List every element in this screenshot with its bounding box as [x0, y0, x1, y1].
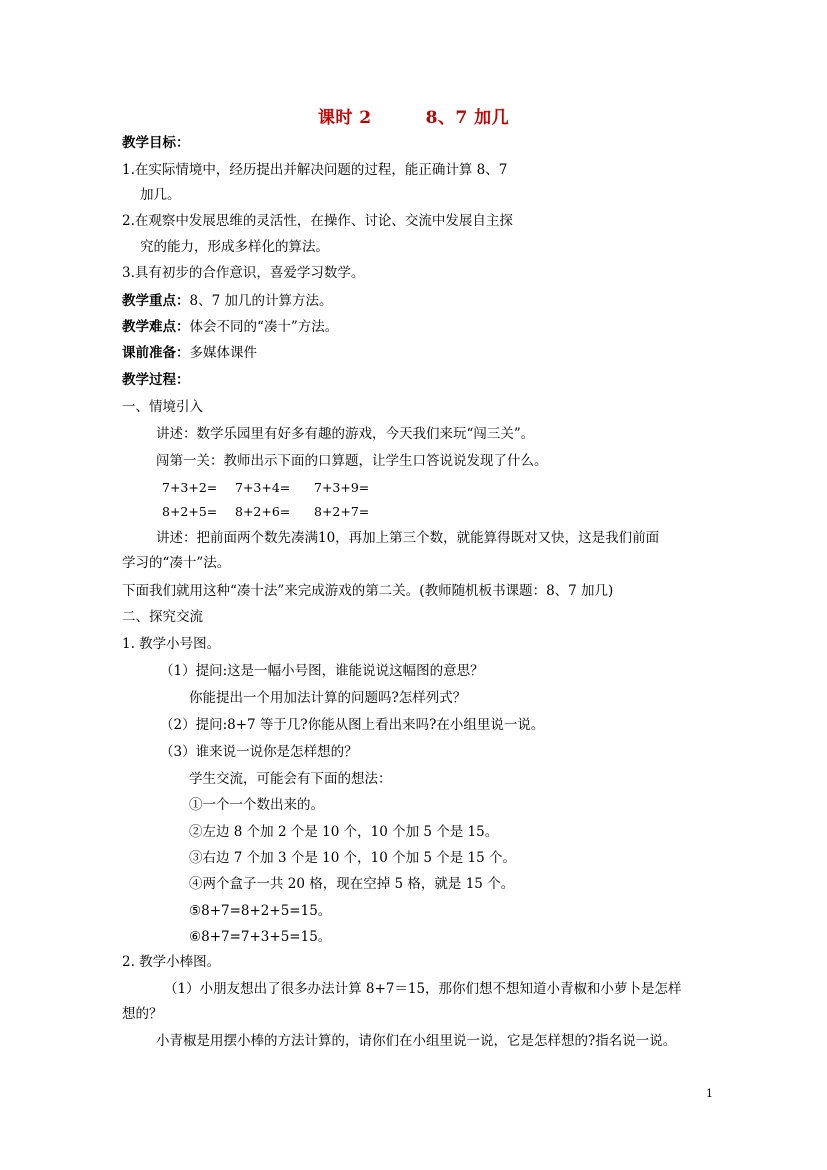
goal-3: 3.具有初步的合作意识，喜爱学习数学。	[122, 265, 365, 281]
difficulty-label: 教学难点：	[122, 319, 190, 335]
key-point	[122, 291, 332, 311]
key-point-text: 8、7 加几的计算方法。	[189, 293, 333, 309]
section-2-heading: 二、探究交流	[122, 609, 203, 625]
expression: 8+2+6=	[235, 504, 291, 519]
expression: 8+2+7=	[314, 504, 370, 519]
question-2: （2）提问:8+7 等于几?你能从图上看出来吗?在小组里说一说。	[160, 717, 545, 733]
idea-item: ⑥8+7=7+3+5=15。	[189, 929, 332, 945]
goal-1-line-1: 1.在实际情境中，经历提出并解决问题的过程，能正确计算 8、7	[122, 162, 508, 178]
subsection-1-heading: 1. 教学小号图。	[122, 636, 221, 652]
question-3-intro: 学生交流，可能会有下面的想法：	[189, 771, 392, 787]
idea-item: ③右边 7 个加 3 个是 10 个，10 个加 5 个是 15 个。	[189, 850, 517, 866]
section-1-para-3-line-1: 讲述：把前面两个数先凑满10，再加上第三个数，就能算得既对又快，这是我们前面	[156, 530, 660, 546]
question-1-line-1: （1）提问:这是一幅小号图，谁能说说这幅图的意思？	[160, 663, 484, 679]
subsection-2-heading: 2. 教学小棒图。	[122, 954, 221, 970]
section-1-heading: 一、情境引入	[122, 399, 203, 415]
section-1-para-1: 讲述：数学乐园里有好多有趣的游戏，今天我们来玩“闯三关”。	[156, 426, 535, 442]
goal-2-line-1: 2.在观察中发展思维的灵活性，在操作、讨论、交流中发展自主探	[122, 213, 513, 229]
idea-item: ⑤8+7=8+2+5=15。	[189, 903, 332, 919]
section-1-para-3-line-2: 学习的“凑十”法。	[122, 555, 231, 571]
idea-item: ④两个盒子一共 20 格，现在空掉 5 格，就是 15 个。	[189, 876, 515, 892]
idea-item: ①一个一个数出来的。	[189, 797, 324, 813]
expression: 8+2+5=	[162, 504, 218, 519]
expression: 7+3+9=	[314, 480, 370, 495]
lesson-number: 课时 2	[317, 108, 372, 128]
section-1-para-2: 闯第一关：教师出示下面的口算题，让学生口答说说发现了什么。	[156, 453, 548, 469]
page-number: 1	[706, 1087, 713, 1100]
preparation-text: 多媒体课件	[189, 345, 257, 361]
question-1-line-2: 你能提出一个用加法计算的问题吗?怎样列式？	[189, 690, 467, 706]
lesson-topic: 8、7 加几	[425, 108, 510, 128]
difficulty-text: 体会不同的“凑十”方法。	[189, 319, 339, 335]
process-heading: 教学过程：	[122, 372, 190, 388]
expression: 7+3+2=	[162, 480, 218, 495]
difficulty	[122, 317, 338, 337]
lesson-title	[0, 103, 827, 128]
idea-item: ②左边 8 个加 2 个是 10 个，10 个加 5 个是 15。	[189, 824, 499, 840]
preparation	[122, 343, 257, 363]
subsection-2-para-1-line-2: 想的？	[122, 1006, 163, 1022]
goal-1-line-2: 加几。	[140, 187, 181, 203]
key-point-label: 教学重点：	[122, 293, 190, 309]
goal-2-line-2: 究的能力，形成多样化的算法。	[140, 239, 329, 255]
question-3: （3）谁来说一说你是怎样想的？	[160, 744, 358, 760]
section-1-para-4: 下面我们就用这种“凑十法”来完成游戏的第二关。(教师随机板书课题：8、7 加几)	[122, 583, 614, 599]
subsection-2-para-1-line-1: （1）小朋友想出了很多办法计算 8+7＝15，那你们想不想知道小青椒和小萝卜是怎样	[164, 981, 682, 997]
preparation-label: 课前准备：	[122, 345, 190, 361]
expression: 7+3+4=	[235, 480, 291, 495]
subsection-2-para-2: 小青椒是用摆小棒的方法计算的，请你们在小组里说一说，它是怎样想的?指名说一说。	[156, 1033, 677, 1049]
goals-heading: 教学目标：	[122, 135, 190, 151]
